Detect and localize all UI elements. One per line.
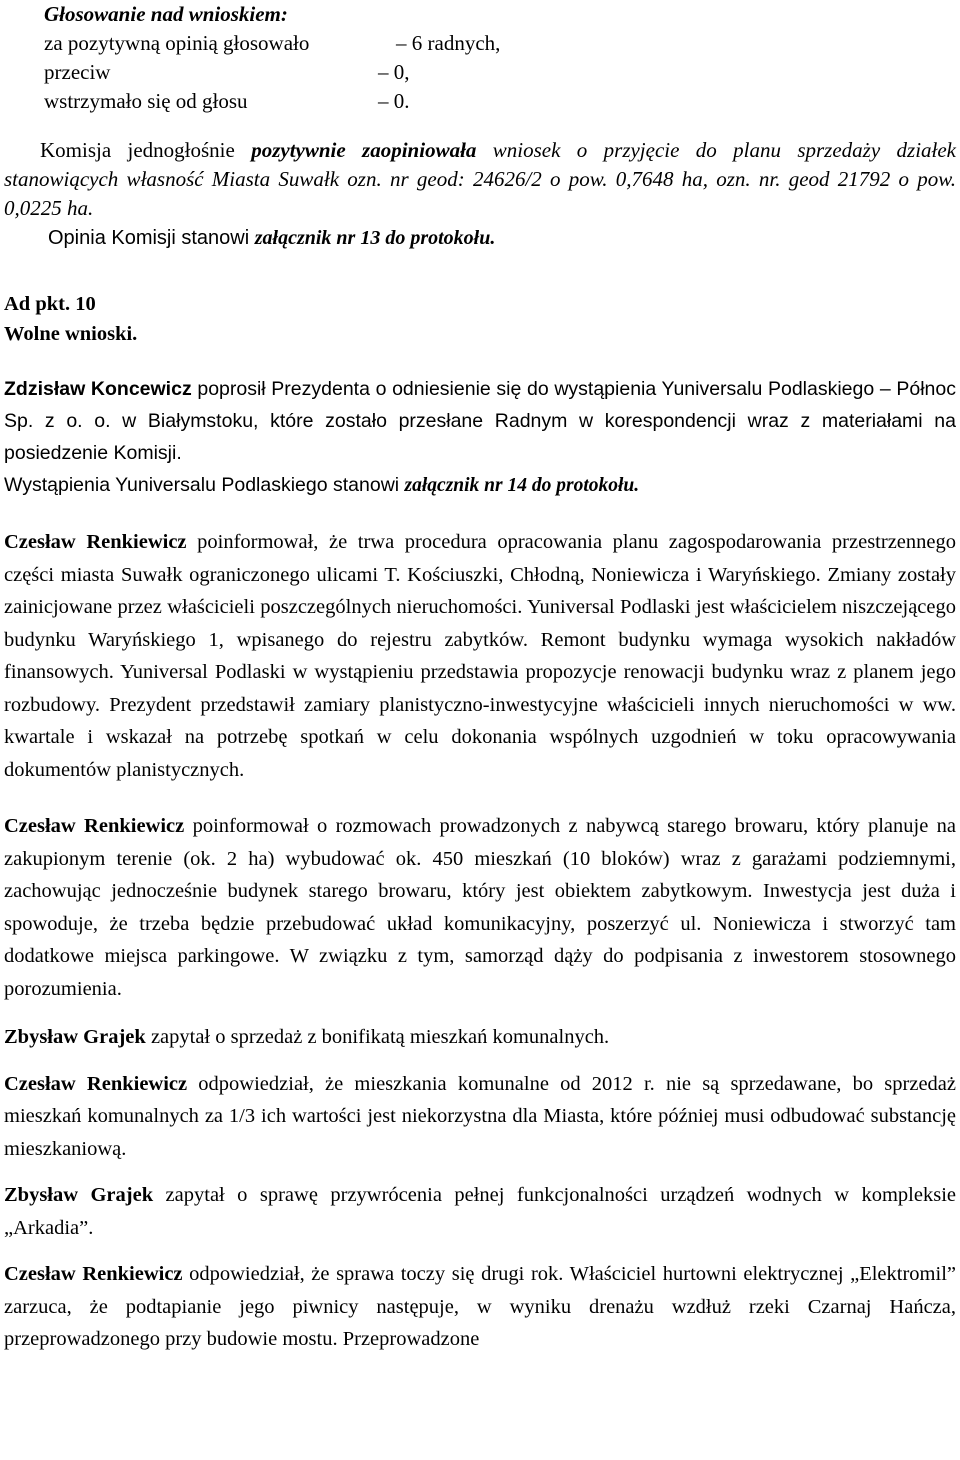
opinion-paragraph: [4, 136, 956, 223]
paragraph-annex: [4, 469, 956, 502]
paragraph-text: poprosił Prezydenta o odniesienie się do wystąpienia Yuniversalu Podlaskiego – Północ Sp. z o. o. w Białymstoku, które zostało przesłane Radnym w korespondencji wraz z materiałami na posiedzenie Komisji.: [4, 378, 956, 464]
opinion-emphasis: pozytywnie zaopiniowała: [251, 138, 477, 162]
paragraph-text: zapytał o sprawę przywrócenia pełnej funkcjonalności urządzeń wodnych w kompleksie „Arkadia”.: [4, 1184, 956, 1239]
annex-ref: załącznik nr 14 do protokołu.: [404, 475, 640, 496]
vote-value: – 6 radnych,: [396, 31, 501, 55]
speaker-name: Czesław Renkiewicz: [4, 531, 187, 553]
speaker-name: Czesław Renkiewicz: [4, 815, 185, 837]
vote-value: – 0,: [378, 60, 410, 84]
vote-label: wstrzymało się od głosu: [44, 89, 248, 113]
annex-ref: załącznik nr 13 do protokołu.: [254, 227, 496, 249]
vote-row-for: [44, 29, 956, 58]
paragraph-koncewicz: [4, 373, 956, 469]
opinion-text: Komisja jednogłośnie: [40, 138, 252, 162]
speaker-name: Czesław Renkiewicz: [4, 1072, 188, 1095]
paragraph-grajek-2: [4, 1179, 956, 1244]
opinion-text: wniosek o przyjęcie do planu sprzedaży działek stanowiących własność Miasta Suwałk ozn. nr geod: 24626/2 o pow. 0,7648 ha, ozn. nr. geod 21792 o pow. 0,0225 ha.: [4, 138, 957, 220]
section-subtitle: Wolne wnioski.: [4, 323, 138, 345]
annex-text: Wystąpienia Yuniversalu Podlaskiego stanowi: [4, 474, 405, 496]
vote-label: za pozytywną opinią głosowało: [44, 31, 310, 55]
paragraph-text: zapytał o sprzedaż z bonifikatą mieszkań komunalnych.: [145, 1026, 610, 1048]
vote-row-against: [44, 58, 956, 87]
speaker-name: Zbysław Grajek: [4, 1184, 154, 1206]
speaker-name: Zbysław Grajek: [4, 1026, 146, 1048]
vote-row-abstain: [44, 87, 956, 116]
paragraph-text: odpowiedział, że mieszkania komunalne od 2012 r. nie są sprzedawane, bo sprzedaż mieszkań komunalnych za 1/3 ich wartości jest niekorzystna dla Miasta, które później musi odbudować substancję mieszkaniową.: [4, 1072, 956, 1160]
paragraph-renkiewicz-2: [4, 810, 956, 1005]
vote-block: [44, 0, 956, 116]
paragraph-text: poinformował, że trwa procedura opracowania planu zagospodarowania przestrzennego części miasta Suwałk ograniczonego ulicami T. Kościuszki, Chłodną, Noniewicza i Waryńskiego. Zmiany zostały zainicjowane przez właścicieli poszczególnych nieruchomości. Yuniversal Podlaski jest właścicielem niszczejącego budynku Waryńskiego 1, wpisanego do rejestru zabytków. Remont budynku wymaga wysokich nakładów finansowych. Yuniversal Podlaski w wystąpieniu przedstawia propozycje renowacji budynku wraz z planem jego rozbudowy. Prezydent przedstawił zamiary planistyczno-inwestycyjne właścicieli innych nieruchomości w ww. kwartale i wskazał na potrzebę spotkań w celu dokonania wspólnych uzgodnień w toku opracowywania dokumentów planistycznych.: [4, 531, 956, 781]
paragraph-renkiewicz-3: [4, 1068, 956, 1166]
paragraph-renkiewicz-1: [4, 526, 956, 786]
paragraph-grajek-1: [4, 1021, 956, 1054]
vote-label: przeciw: [44, 60, 111, 84]
annex-text: Opinia Komisji stanowi: [48, 227, 255, 249]
speaker-name: Czesław Renkiewicz: [4, 1263, 183, 1285]
paragraph-text: poinformował o rozmowach prowadzonych z nabywcą starego browaru, który planuje na zakupionym terenie (ok. 2 ha) wybudować ok. 450 mieszkań (10 bloków) wraz z garażami podziemnymi, zachowując jednocześnie budynek starego browaru, który jest obiektem zabytkowym. Inwestycja jest duża i spowoduje, że trzeba będzie przebudować układ komunikacyjny, poszerzyć ul. Noniewicza i stworzyć tam dodatkowe miejsca parkingowe. W związku z tym, samorząd dąży do podpisania z inwestorem stosownego porozumienia.: [4, 815, 956, 1000]
paragraph-text: odpowiedział, że sprawa toczy się drugi rok. Właściciel hurtowni elektrycznej „Elektromil” zarzuca, że podtapianie jego piwnicy następuje, w wyniku drenażu wzdłuż rzeki Czarnaj Hańcza, przeprowadzonego przy budowie mostu. Przeprowadzone: [4, 1263, 956, 1350]
vote-value: – 0.: [378, 89, 410, 113]
paragraph-renkiewicz-4: [4, 1258, 956, 1356]
section-title: Ad pkt. 10: [4, 293, 96, 315]
opinion-annex: [48, 223, 956, 253]
vote-heading: Głosowanie nad wnioskiem:: [44, 2, 288, 26]
speaker-name: Zdzisław Koncewicz: [4, 378, 192, 400]
